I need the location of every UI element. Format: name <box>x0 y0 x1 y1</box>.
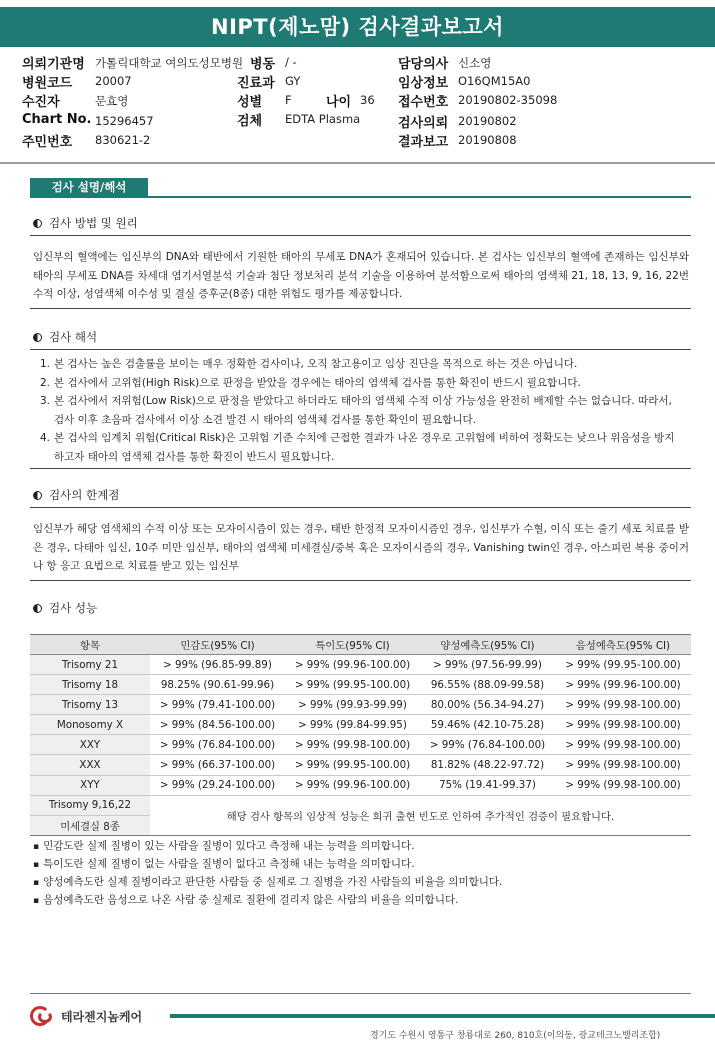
table-row <box>30 715 691 735</box>
column-header: 양성예측도(95% CI) <box>420 635 555 655</box>
footnote: ▪ 특이도란 실제 질병이 없는 사람을 질병이 없다고 측정해 내는 능력을 의미합니다. <box>33 856 502 874</box>
section-tab: 검사 설명/해석 <box>30 178 148 197</box>
table-header-row <box>30 635 691 655</box>
footnote-list <box>33 838 502 910</box>
column-header: 민감도(95% CI) <box>150 635 285 655</box>
doctor-value: 신소영 <box>458 56 492 70</box>
report-title: NIPT(제노맘) 검사결과보고서 <box>0 7 715 47</box>
table-cell: XYY <box>30 775 150 795</box>
footnote: ▪ 양성예측도란 실제 질병이라고 판단한 사람들 중 실제로 그 질병을 가진 사람들의 비율을 의미합니다. <box>33 874 502 892</box>
method-text: 임신부의 혈액에는 임신부의 DNA와 태반에서 기원한 태아의 무세포 DNA가 혼재되어 있습니다. 본 검사는 임신부의 혈액에 존재하는 임신부와 태아의 무세포 DNA를 차세대 염기서열분석 기술과 첨단 정보처리 분석 기술을 이용하여 분석함으로써 태아의 염색체 21, 18, 13, 9, 16, 22번 수적 이상, 성염색체 이수성 및 결실 증후군(8종) 대한 위험도 평가를 제공합니다. <box>33 251 689 300</box>
request-label: 검사의뢰 <box>398 116 449 131</box>
table-row <box>30 775 691 795</box>
list-item: 1. 본 검사는 높은 검출률을 보이는 매우 정확한 검사이나, 오직 참고용이고 임상 진단을 목적으로 하는 것은 아닙니다. <box>40 358 578 370</box>
institution-value: 가톨릭대학교 여의도성모병원 <box>95 56 244 70</box>
footnote: ▪ 음성예측도란 음성으로 나온 사람 중 실제로 질환에 걸리지 않은 사람의 비율을 의미합니다. <box>33 892 502 910</box>
method-end-rule <box>30 308 691 309</box>
id-value: 830621-2 <box>95 133 151 147</box>
specimen-value: EDTA Plasma <box>285 112 361 126</box>
table-cell: > 99% (99.98-100.00) <box>555 715 691 735</box>
table-row <box>30 675 691 695</box>
half-circle-icon <box>33 219 42 228</box>
table-cell: 81.82% (48.22-97.72) <box>420 755 555 775</box>
table-cell: > 99% (99.96-100.00) <box>285 775 420 795</box>
interpretation-rule <box>30 349 691 350</box>
interpretation-end-rule <box>30 468 691 469</box>
hospital-code-label: 병원코드 <box>22 76 73 91</box>
method-heading: 검사 방법 및 원리 <box>33 215 138 231</box>
table-cell: > 99% (99.95-100.00) <box>285 675 420 695</box>
table-cell: > 99% (99.98-100.00) <box>555 735 691 755</box>
table-cell: > 99% (76.84-100.00) <box>150 735 285 755</box>
table-cell: > 99% (79.41-100.00) <box>150 695 285 715</box>
footer-divider <box>30 993 691 994</box>
table-cell: 98.25% (90.61-99.96) <box>150 675 285 695</box>
receipt-value: 20190802-35098 <box>458 93 558 107</box>
limitations-end-rule <box>30 580 691 581</box>
table-cell: > 99% (76.84-100.00) <box>420 735 555 755</box>
interpretation-heading: 검사 해석 <box>33 329 97 345</box>
table-cell: Monosomy X <box>30 715 150 735</box>
table-row <box>30 695 691 715</box>
logo-icon <box>30 1005 56 1027</box>
specimen-label: 검체 <box>237 114 263 129</box>
table-row <box>30 755 691 775</box>
list-item: 4. 본 검사의 임계치 위험(Critical Risk)은 고위험 기준 수치에 근접한 결과가 나온 경우로 고위험에 비하여 정확도는 낮으나 위음성을 방지하고자 태아의 염색체 검사를 통한 확진이 반드시 필요합니다. <box>40 432 675 463</box>
half-circle-icon <box>33 604 42 613</box>
list-item: 3. 본 검사에서 저위험(Low Risk)으로 판정을 받았다고 하더라도 태아의 염색체 수적 이상 가능성을 완전히 배제할 수는 없습니다. 따라서, 검사 이후 초음파 검사에서 이상 소견 발견 시 태아의 염색체 검사를 통한 확인이 필요합니다. <box>40 395 672 426</box>
patient-info <box>0 53 715 153</box>
receipt-label: 접수번호 <box>398 95 449 110</box>
limitations-heading: 검사의 한계점 <box>33 487 119 503</box>
table-cell: > 99% (99.95-100.00) <box>555 655 691 675</box>
method-rule <box>30 235 691 236</box>
column-header: 특이도(95% CI) <box>285 635 420 655</box>
table-row <box>30 795 691 815</box>
table-row <box>30 735 691 755</box>
table-cell: > 99% (99.98-100.00) <box>555 775 691 795</box>
company-address: 경기도 수원시 영통구 창룡대로 260, 810호(이의동, 광교테크노밸리조합) <box>370 1031 661 1040</box>
sex-value: F <box>285 93 292 107</box>
performance-heading: 검사 성능 <box>33 600 97 616</box>
doctor-label: 담당의사 <box>398 57 449 72</box>
table-cell: > 99% (29.24-100.00) <box>150 775 285 795</box>
ward-value: / - <box>285 55 297 69</box>
table-cell: > 99% (66.37-100.00) <box>150 755 285 775</box>
footnote: ▪ 민감도란 실제 질병이 있는 사람을 질병이 있다고 측정해 내는 능력을 의미합니다. <box>33 838 502 856</box>
table-cell: > 99% (99.96-100.00) <box>285 655 420 675</box>
table-cell: Trisomy 13 <box>30 695 150 715</box>
info-divider <box>0 162 715 164</box>
report-date-value: 20190808 <box>458 133 517 147</box>
half-circle-icon <box>33 491 42 500</box>
department-value: GY <box>285 74 301 88</box>
list-item: 2. 본 검사에서 고위험(High Risk)으로 판정을 받았을 경우에는 태아의 염색체 검사를 통한 확진이 반드시 필요합니다. <box>40 376 581 389</box>
request-value: 20190802 <box>458 114 517 128</box>
table-cell: > 99% (97.56-99.99) <box>420 655 555 675</box>
id-label: 주민번호 <box>22 135 73 150</box>
age-value: 36 <box>360 93 375 107</box>
recipient-label: 수진자 <box>22 95 60 110</box>
chart-label: Chart No. <box>22 112 92 127</box>
table-cell: 59.46% (42.10-75.28) <box>420 715 555 735</box>
table-cell: > 99% (99.98-100.00) <box>555 755 691 775</box>
table-cell: Trisomy 21 <box>30 655 150 675</box>
department-label: 진료과 <box>237 76 275 91</box>
extra-row-label: Trisomy 9,16,22 <box>30 795 150 815</box>
table-cell: > 99% (96.85-99.89) <box>150 655 285 675</box>
table-cell: 96.55% (88.09-99.58) <box>420 675 555 695</box>
limitations-text: 임신부가 해당 염색체의 수적 이상 또는 모자이시즘이 있는 경우, 태반 한정적 모자이시즘인 경우, 임신부가 수혈, 이식 또는 줄기 세포 치료를 받은 경우, 다태아 임신, 10주 미만 임신부, 태아의 염색체 미세결실/중복 혹은 모자이시즘의 경우, Vanishing twin인 경우, 아스피린 복용 중이거나 항 응고 요법으로 치료를 받고 있는 임신부 <box>33 523 689 572</box>
company-logo <box>30 1004 142 1028</box>
table-cell: 80.00% (56.34-94.27) <box>420 695 555 715</box>
table-row <box>30 655 691 675</box>
column-header: 항목 <box>30 635 150 655</box>
table-cell: XXY <box>30 735 150 755</box>
table-cell: > 99% (99.98-100.00) <box>555 695 691 715</box>
table-cell: > 99% (99.96-100.00) <box>555 675 691 695</box>
extra-row-label: 미세결실 8종 <box>30 815 150 835</box>
company-name: 테라젠지놈케어 <box>61 1009 143 1024</box>
report-date-label: 결과보고 <box>398 135 449 150</box>
hospital-code-value: 20007 <box>95 74 132 88</box>
interpretation-list <box>40 355 680 466</box>
table-cell: > 99% (99.95-100.00) <box>285 755 420 775</box>
table-cell: > 99% (99.98-100.00) <box>285 735 420 755</box>
clinical-info-label: 임상정보 <box>398 76 449 91</box>
extra-note: 해당 검사 항목의 임상적 성능은 희귀 출현 빈도로 인하여 추가적인 검증이 필요합니다. <box>150 795 691 835</box>
limitations-rule <box>30 507 691 508</box>
performance-table <box>30 634 691 836</box>
table-cell: Trisomy 18 <box>30 675 150 695</box>
table-cell: > 99% (84.56-100.00) <box>150 715 285 735</box>
recipient-value: 문효영 <box>95 94 129 108</box>
table-cell: 75% (19.41-99.37) <box>420 775 555 795</box>
section-line <box>30 196 691 198</box>
footer-bar <box>170 1014 715 1018</box>
age-label: 나이 <box>326 95 352 110</box>
clinical-info-value: O16QM15A0 <box>458 74 531 88</box>
chart-value: 15296457 <box>95 114 154 128</box>
ward-label: 병동 <box>250 57 276 72</box>
half-circle-icon <box>33 333 42 342</box>
sex-label: 성별 <box>237 95 263 110</box>
table-cell: > 99% (99.93-99.99) <box>285 695 420 715</box>
institution-label: 의뢰기관명 <box>22 57 85 72</box>
table-cell: > 99% (99.84-99.95) <box>285 715 420 735</box>
column-header: 음성예측도(95% CI) <box>555 635 691 655</box>
table-cell: XXX <box>30 755 150 775</box>
